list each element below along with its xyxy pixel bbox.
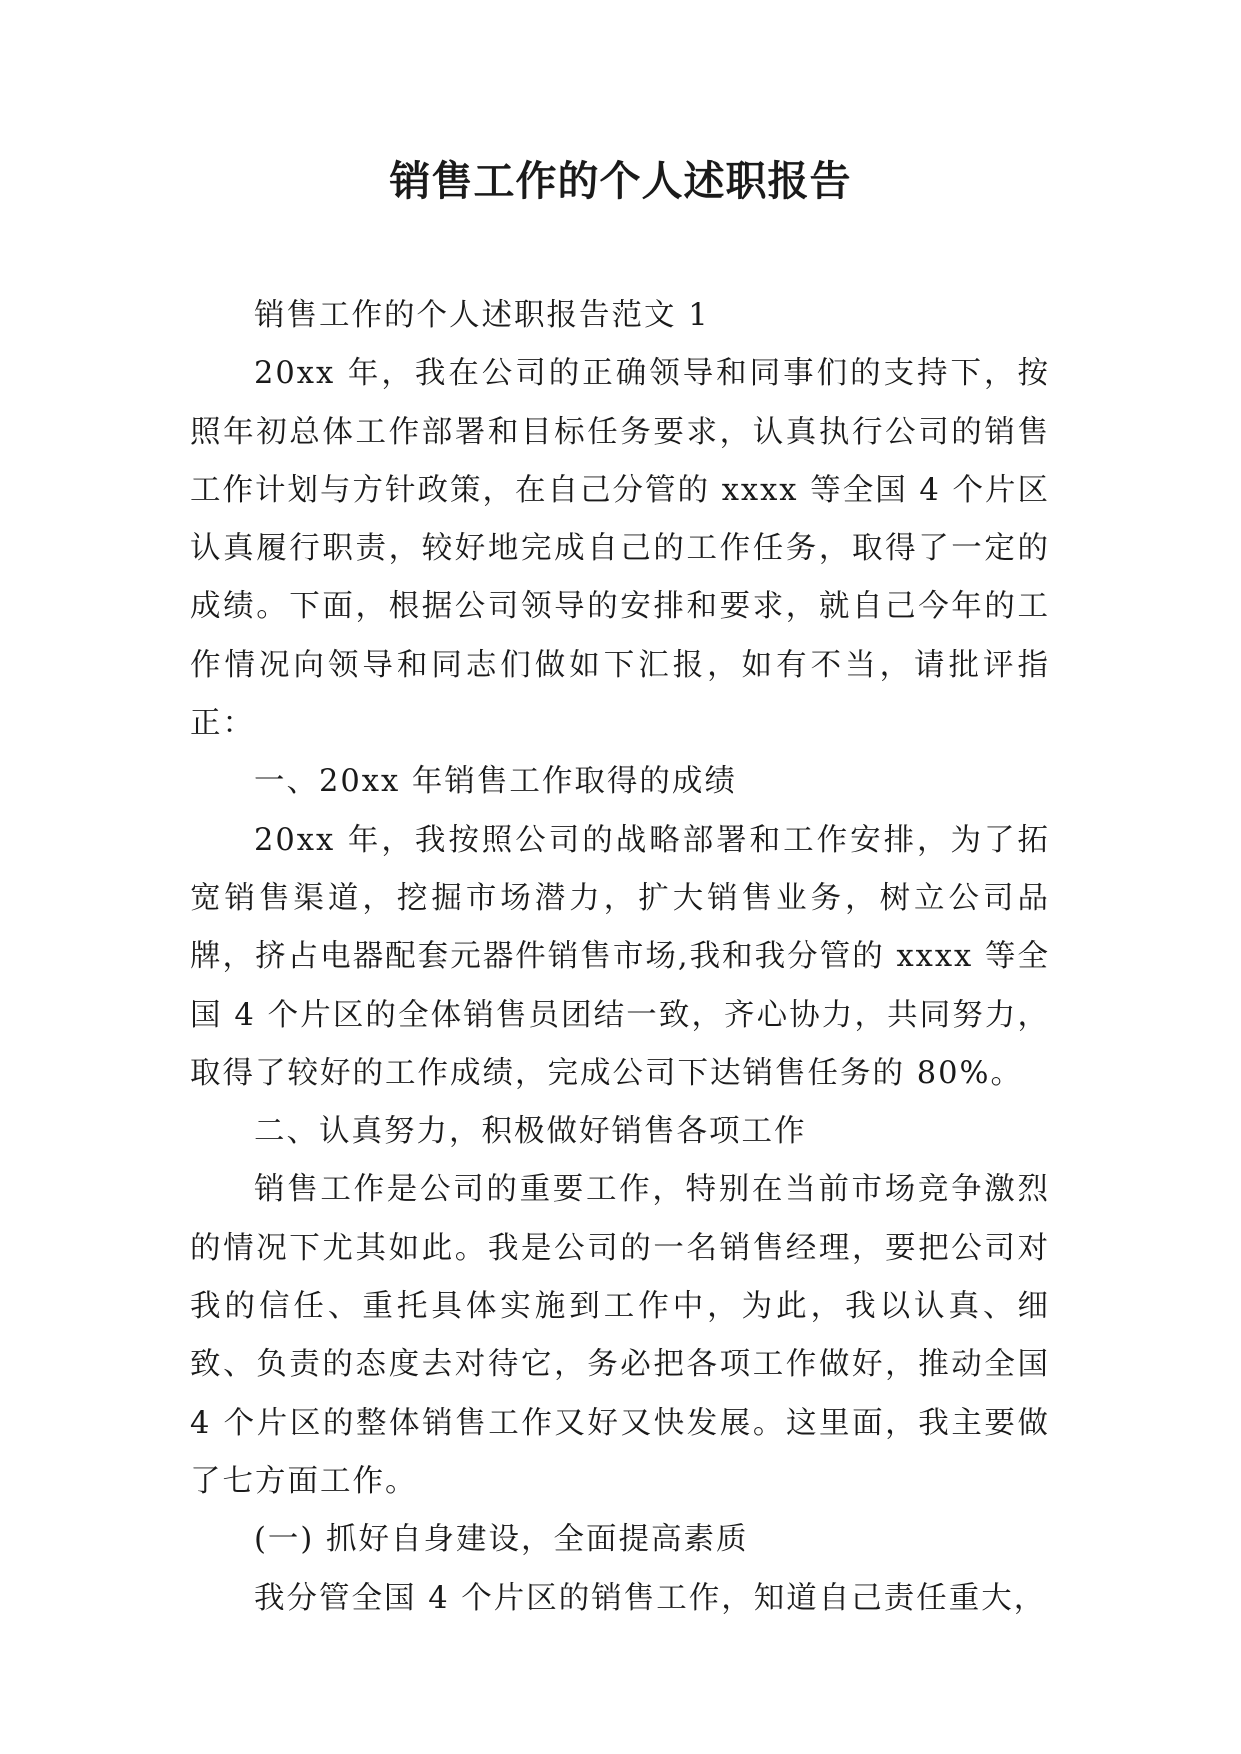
paragraph-intro: 20xx 年，我在公司的正确领导和同事们的支持下，按照年初总体工作部署和目标任务要求，认真执行公司的销售工作计划与方针政策，在自己分管的 xxxx 等全国 4 个片区认真履行职责，较好地完成自己的工作任务，取得了一定的成绩。下面，根据公司领导的安排和要求，就自己今年的工作情况向领导和同志们做如下汇报，如有不当，请批评指正： [190,356,1050,742]
paragraph-achievements: 20xx 年，我按照公司的战略部署和工作安排，为了拓宽销售渠道，挖掘市场潜力，扩大销售业务，树立公司品牌，挤占电器配套元器件销售市场,我和我分管的 xxxx 等全国 4 个片区的全体销售员团结一致，齐心协力，共同努力，取得了较好的工作成绩，完成公司下达销售任务的 80%。 [190,822,1050,1091]
paragraph-self-building: 我分管全国 4 个片区的销售工作，知道自己责任重大， [254,1580,1047,1616]
paragraph-sales-work: 销售工作是公司的重要工作，特别在当前市场竞争激烈的情况下尤其如此。我是公司的一名销售经理，要把公司对我的信任、重托具体实施到工作中，为此，我以认真、细致、负责的态度去对待它，务必把各项工作做好，推动全国 4 个片区的整体销售工作又好又快发展。这里面，我主要做了七方面工作。 [190,1172,1050,1499]
paragraph-subtitle: 销售工作的个人述职报告范文 1 [254,298,710,333]
section-heading-2: 二、认真努力，积极做好销售各项工作 [254,1114,807,1150]
document-body [190,287,1050,1628]
document-title: 销售工作的个人述职报告 [389,157,852,205]
section-heading-1: 一、20xx 年销售工作取得的成绩 [254,764,737,800]
subsection-heading-1: (一) 抓好自身建设，全面提高素质 [254,1522,749,1558]
